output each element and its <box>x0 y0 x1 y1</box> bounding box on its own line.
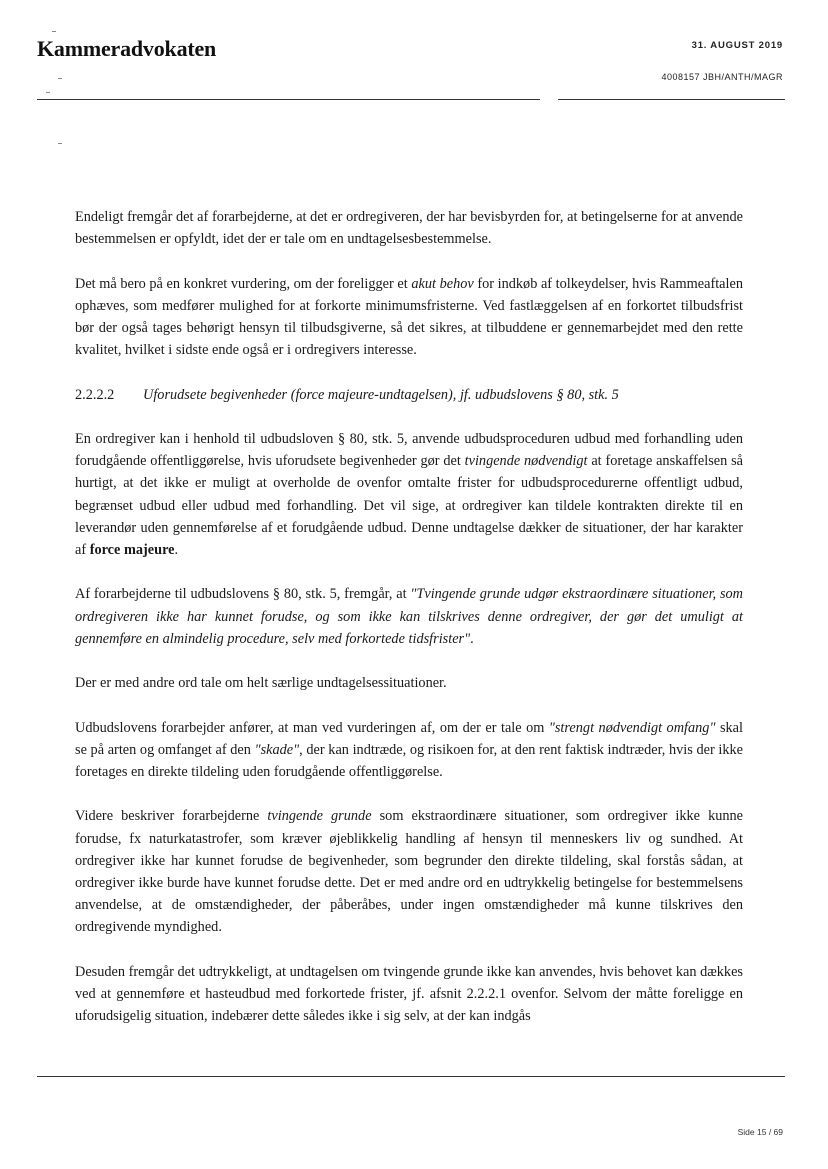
paragraph-1: Endeligt fremgår det af forarbejderne, at det er ordregiveren, der har bevisbyrden for, at betingelserne for at anvende bestemmelsen er opfyldt, idet der er tale om en undtagelsesbestemmelse. <box>75 209 743 248</box>
paragraph-6: Udbudslovens forarbejder anfører, at man ved vurderingen af, om der er tale om "strengt nødvendigt omfang" skal se på arten og omfanget af den "skade", der kan indtræde, og risikoen for, at den rent faktisk indtræder, hvis der ikke foretages en direkte tildeling uden forudgående offentliggørelse. <box>75 719 743 780</box>
page-number: Side 15 / 69 <box>737 1127 783 1137</box>
paragraph-2: Det må bero på en konkret vurdering, om der foreligger et akut behov for indkøb af tolkeydelser, hvis Rammeaftalen ophæves, som medfører mulighed for at forkorte minimumsfristerne. Ved fastlæggelsen af en forkortet tilbudsfrist bør der også tages behørigt hensyn til tilbudsgiverne, så det sikres, at tilbuddene er gennemarbejdet med den rette kvalitet, hvilket i sidste ende også er i ordregivers interesse. <box>75 275 743 359</box>
paragraph-3: En ordregiver kan i henhold til udbudsloven § 80, stk. 5, anvende udbudsproceduren udbud med forhandling uden forudgående offentliggørelse, hvis uforudsete begivenheder gør det tvingende nødvendigt at foretage anskaffelsen så hurtigt, at det ikke er muligt at overholde de ovenfor omtalte frister for udbudsprocedurerne offentligt udbud, begrænset udbud eller udbud med forhandling. Det vil sige, at ordregiver kan tildele kontrakten direkte til en leverandør uden gennemførelse af et forudgående udbud. Denne undtagelse dækker de situationer, der har karakter af force majeure. <box>75 430 743 558</box>
paragraph-7: Videre beskriver forarbejderne tvingende grunde som ekstraordinære situationer, som ordregiver ikke kunne forudse, fx naturkatastrofer, som kræver øjeblikkelig handling af hensyn til menneskers liv og sundhed. At ordregiver ikke har kunnet forudse de begivenheder, som begrunder den direkte tildeling, skal forstås sådan, at ordregiver ikke burde have kunnet forudse dette. Det er med andre ord en udtrykkelig betingelse for bestemmelsens anvendelse, at de omstændigheder, der påberåbes, under ingen omstændigheder må kunne tilskrives den ordregivende myndighed. <box>75 808 744 936</box>
header-divider-left <box>37 99 540 100</box>
paragraph-4: Af forarbejderne til udbudslovens § 80, stk. 5, fremgår, at "Tvingende grunde udgør ekstraordinære situationer, som ordregiveren ikke har kunnet forudse, og som ikke kan tilskrives denne ordregiver, der gør det umuligt at gennemføre en almindelig procedure, selv med forkortede tidsfrister". <box>75 586 743 647</box>
header-divider-right <box>558 99 785 100</box>
document-reference: 4008157 JBH/ANTH/MAGR <box>661 72 783 82</box>
section-title: Uforudsete begivenheder (force majeure-undtagelsen), jf. udbudslovens § 80, stk. 5 <box>143 386 619 403</box>
paragraph-8: Desuden fremgår det udtrykkeligt, at undtagelsen om tvingende grunde ikke kan anvendes, hvis behovet kan dækkes ved at gennemføre et hasteudbud med forkortede frister, jf. afsnit 2.2.2.1 ovenfor. Selvom der måtte foreligge en uforudsigelig situation, indebærer dette således ikke i sig selv, at der kan indgås <box>75 963 743 1025</box>
footer-divider <box>37 1076 785 1077</box>
paragraph-5: Der er med andre ord tale om helt særlige undtagelsessituationer. <box>75 675 447 692</box>
company-logo: Kammeradvokaten <box>37 36 217 61</box>
section-heading <box>75 384 743 406</box>
section-number: 2.2.2.2 <box>75 386 115 403</box>
document-body <box>75 206 743 1050</box>
document-date: 31. AUGUST 2019 <box>691 40 783 51</box>
